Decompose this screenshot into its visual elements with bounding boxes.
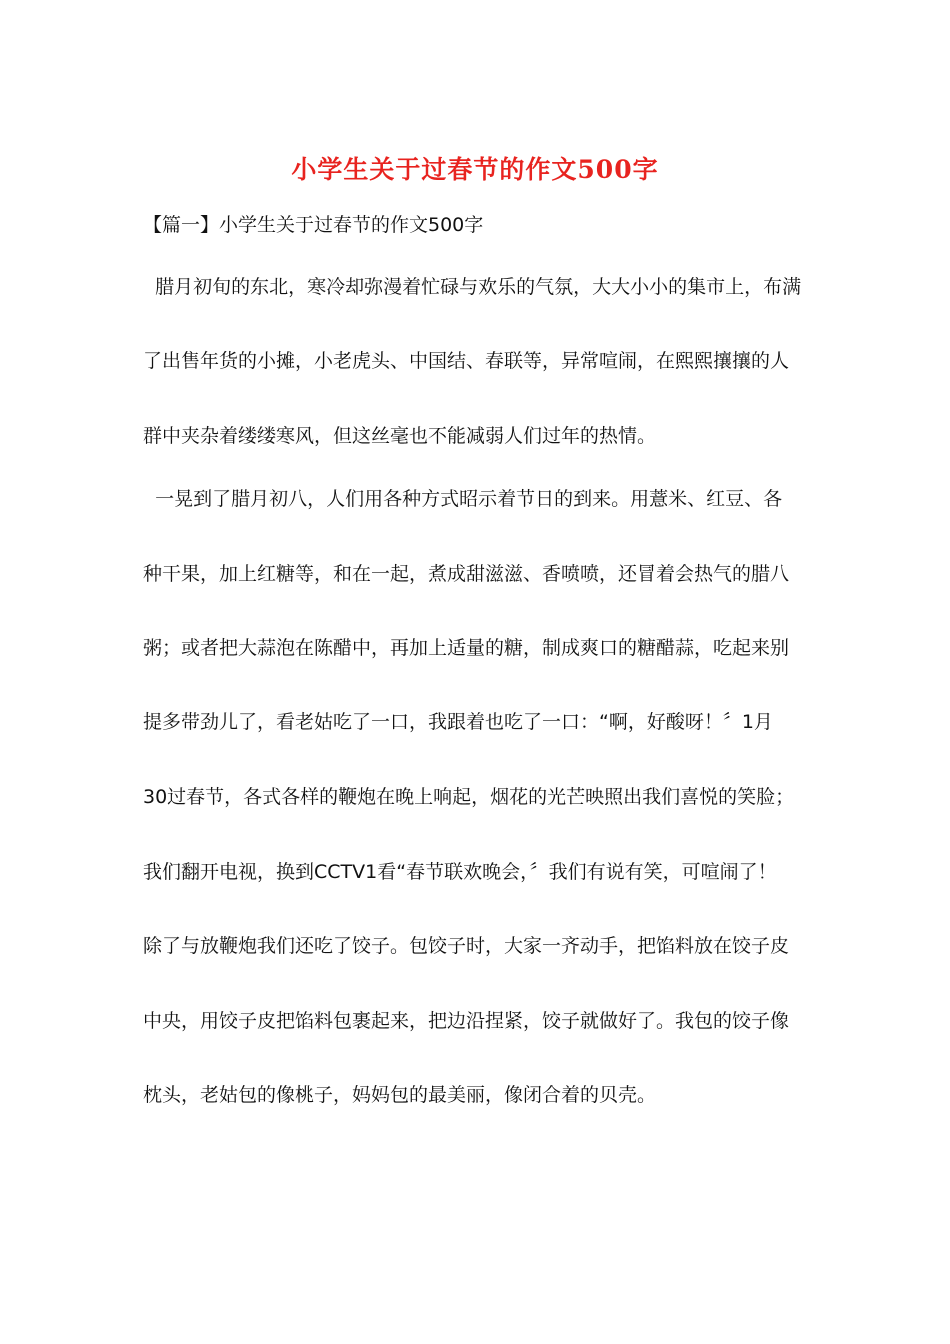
paragraph-line: 除了与放鞭炮我们还吃了饺子。包饺子时，大家一齐动手，把馅料放在饺子皮 — [143, 935, 790, 957]
paragraph-line: 30过春节，各式各样的鞭炮在晚上响起，烟花的光芒映照出我们喜悦的笑脸； — [143, 786, 795, 808]
paragraph-line: 枕头，老姑包的像桃子，妈妈包的最美丽，像闭合着的贝壳。 — [143, 1084, 657, 1106]
paragraph-line: 提多带劲儿了，看老姑吃了一口，我跟着也吃了一口：“啊，好酸呀！〞1月 — [143, 711, 773, 733]
paragraph-line: 群中夹杂着缕缕寒风，但这丝毫也不能减弱人们过年的热情。 — [143, 425, 657, 447]
paragraph-line: 了出售年货的小摊，小老虎头、中国结、春联等，异常喧闹，在熙熙攘攘的人 — [143, 350, 790, 372]
paragraph-line: 粥；或者把大蒜泡在陈醋中，再加上适量的糖，制成爽口的糖醋蒜，吃起来别 — [143, 637, 790, 659]
paragraph-line: 一晃到了腊月初八，人们用各种方式昭示着节日的到来。用薏米、红豆、各 — [143, 488, 783, 510]
paragraph-line: 种干果，加上红糖等，和在一起，煮成甜滋滋、香喷喷，还冒着会热气的腊八 — [143, 563, 790, 585]
document-title: 小学生关于过春节的作文500字 — [291, 155, 659, 184]
section-heading: 【篇一】小学生关于过春节的作文500字 — [143, 214, 484, 236]
paragraph-line: 我们翻开电视，换到CCTV1看“春节联欢晚会，〞我们有说有笑，可喧闹了！ — [143, 861, 777, 883]
paragraph-line: 腊月初旬的东北，寒冷却弥漫着忙碌与欢乐的气氛，大大小小的集市上，布满 — [143, 276, 802, 298]
paragraph-line: 中央，用饺子皮把馅料包裹起来，把边沿捏紧，饺子就做好了。我包的饺子像 — [143, 1010, 790, 1032]
